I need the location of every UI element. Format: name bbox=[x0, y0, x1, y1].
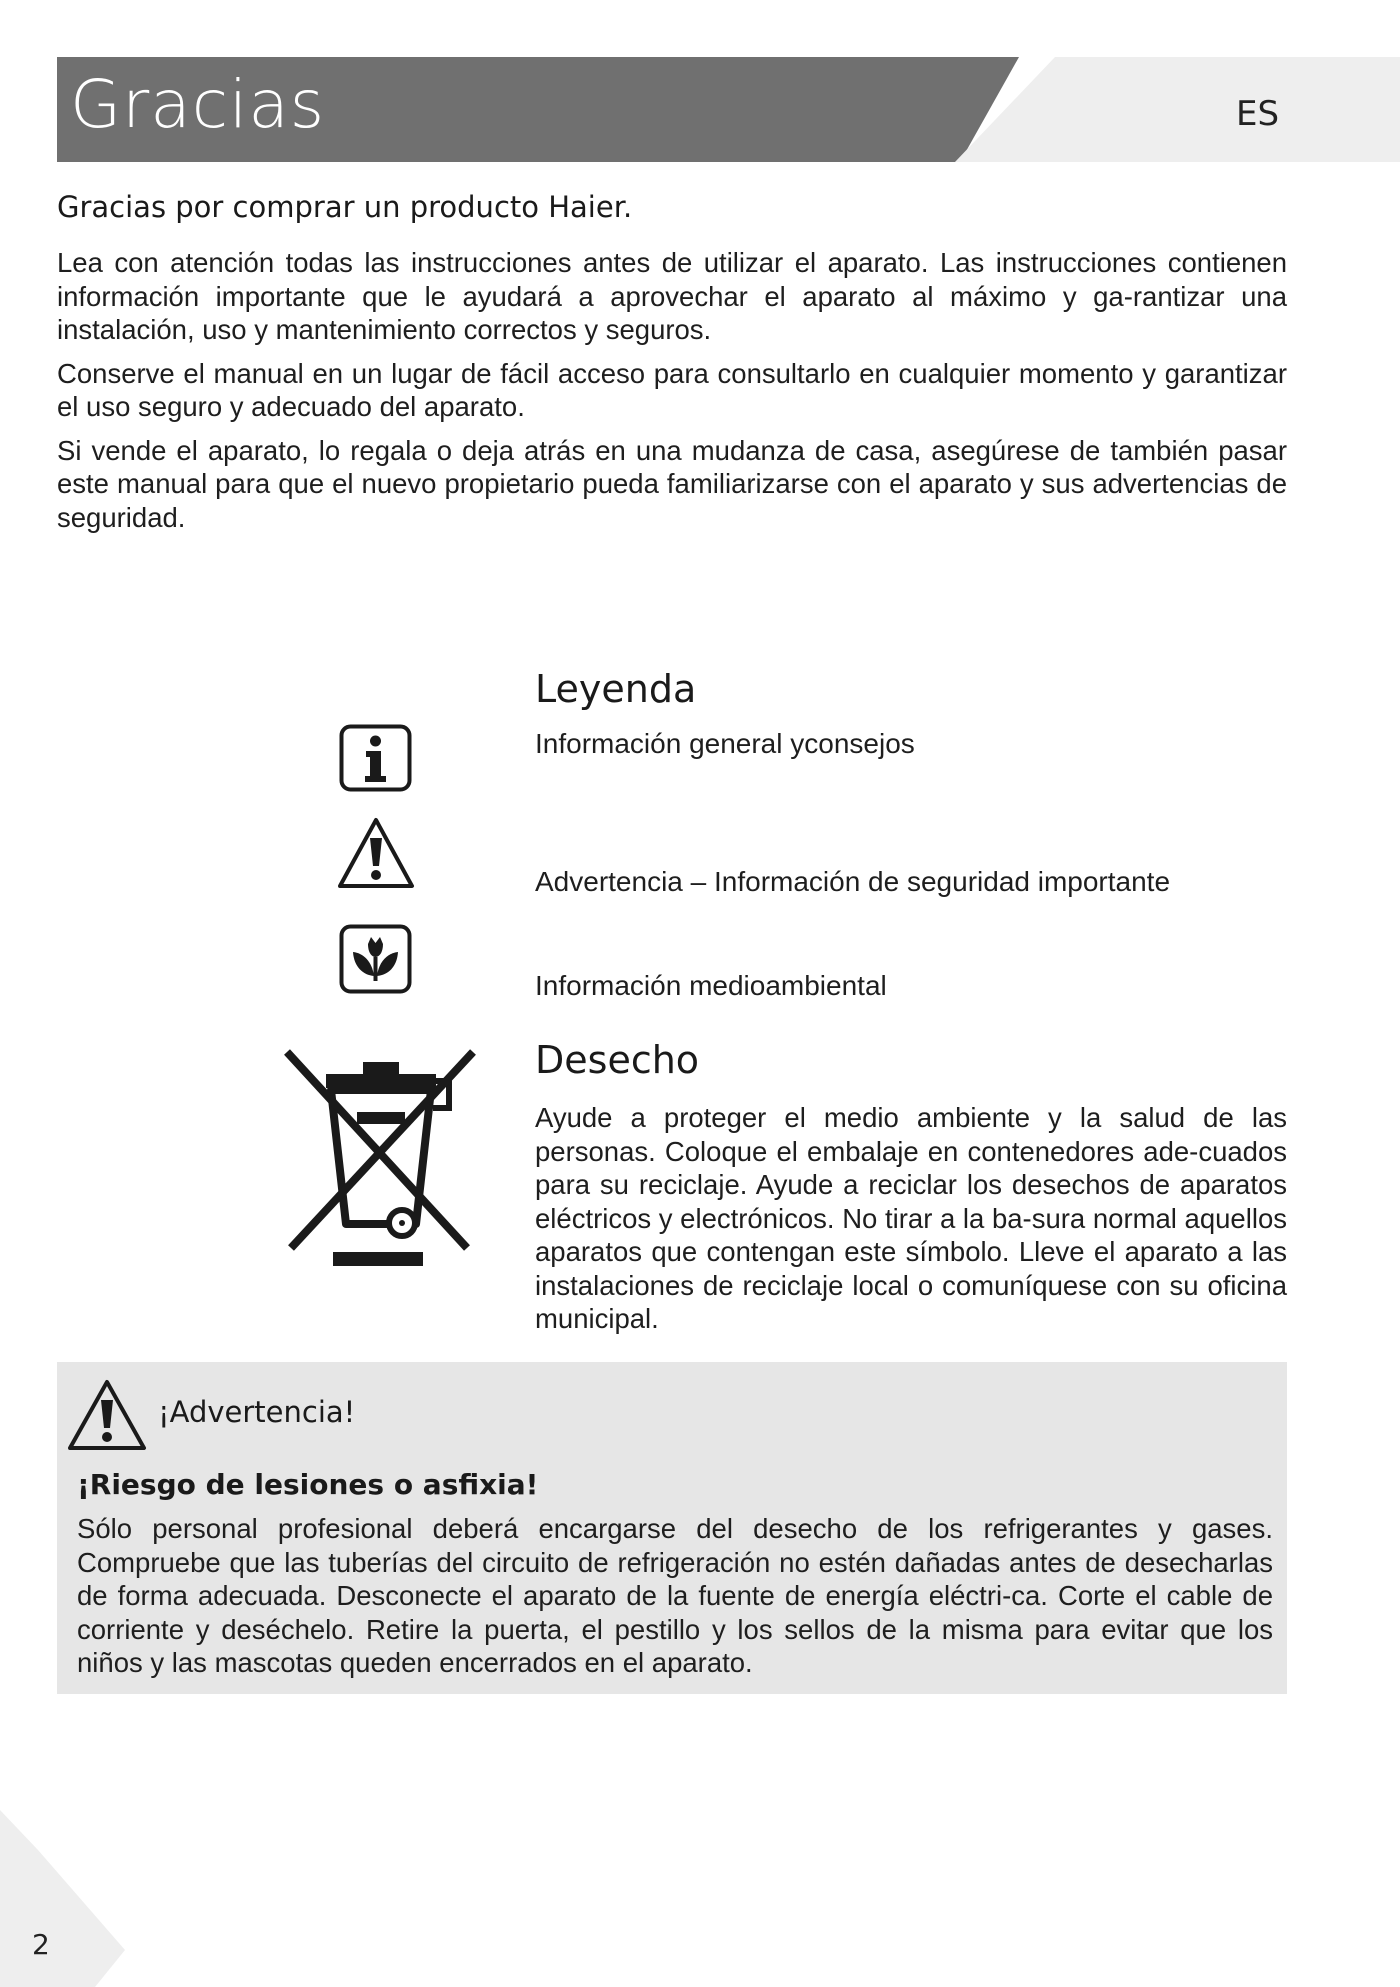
page-number: 2 bbox=[32, 1928, 50, 1961]
page-title: Gracias bbox=[70, 66, 326, 143]
legend-item-warning-label: Advertencia – Información de seguridad importante bbox=[535, 866, 1171, 897]
legend-item-environment-label: Información medioambiental bbox=[535, 970, 887, 1001]
intro-heading: Gracias por comprar un producto Haier. bbox=[57, 190, 633, 224]
crossed-bin-icon bbox=[281, 1048, 476, 1272]
language-code: ES bbox=[1236, 94, 1280, 134]
intro-paragraph: Si vende el aparato, lo regala o deja atrás en una mudanza de casa, asegúrese de también pasar este manual para que el nuevo propietario pueda familiarizarse con el aparato y sus advertencias de seguridad. bbox=[57, 434, 1287, 533]
intro-text bbox=[57, 246, 1287, 544]
warning-text: Sólo personal profesional deberá encargarse del desecho de los refrigerantes y gases. Compruebe que las tuberías del circuito de refrigeración no estén dañadas antes de desecharlas de forma adecuada. Desconecte el aparato de la fuente de energía eléctri-ca. Corte el cable de corriente y deséchelo. Retire la puerta, el pestillo y los sellos de la misma para evitar que los niños y las mascotas queden encerrados en el aparato. bbox=[77, 1513, 1273, 1678]
info-icon bbox=[339, 724, 412, 796]
warning-icon bbox=[66, 1378, 148, 1456]
warning-icon bbox=[336, 816, 416, 894]
legend-item-info-label: Información general yconsejos bbox=[535, 728, 915, 759]
language-tab bbox=[955, 57, 1400, 162]
intro-paragraph: Conserve el manual en un lugar de fácil acceso para consultarlo en cualquier momento y garantizar el uso seguro y adecuado del aparato. bbox=[57, 357, 1287, 422]
page-corner-shape bbox=[0, 1810, 125, 1987]
environment-icon bbox=[339, 924, 412, 998]
disposal-text: Ayude a proteger el medio ambiente y la salud de las personas. Coloque el embalaje en contenedores ade-cuados para su reciclaje. Ayude a reciclar los desechos de aparatos eléctricos y electrónicos. No tirar a la ba-sura normal aquellos aparatos que contengan este símbolo. Lleve el aparato a las instalaciones de reciclaje local o comuníquese con su oficina municipal. bbox=[535, 1102, 1287, 1334]
intro-paragraph: Lea con atención todas las instrucciones antes de utilizar el aparato. Las instrucciones contienen información importante que le ayudará a aprovechar el aparato al máximo y ga-rantizar una instalación, uso y mantenimiento correctos y seguros. bbox=[57, 247, 1287, 345]
legend-heading: Leyenda bbox=[535, 667, 697, 711]
warning-subtitle: ¡Riesgo de lesiones o asfixia! bbox=[77, 1468, 539, 1501]
disposal-heading: Desecho bbox=[535, 1038, 700, 1082]
warning-title: ¡Advertencia! bbox=[158, 1395, 356, 1429]
